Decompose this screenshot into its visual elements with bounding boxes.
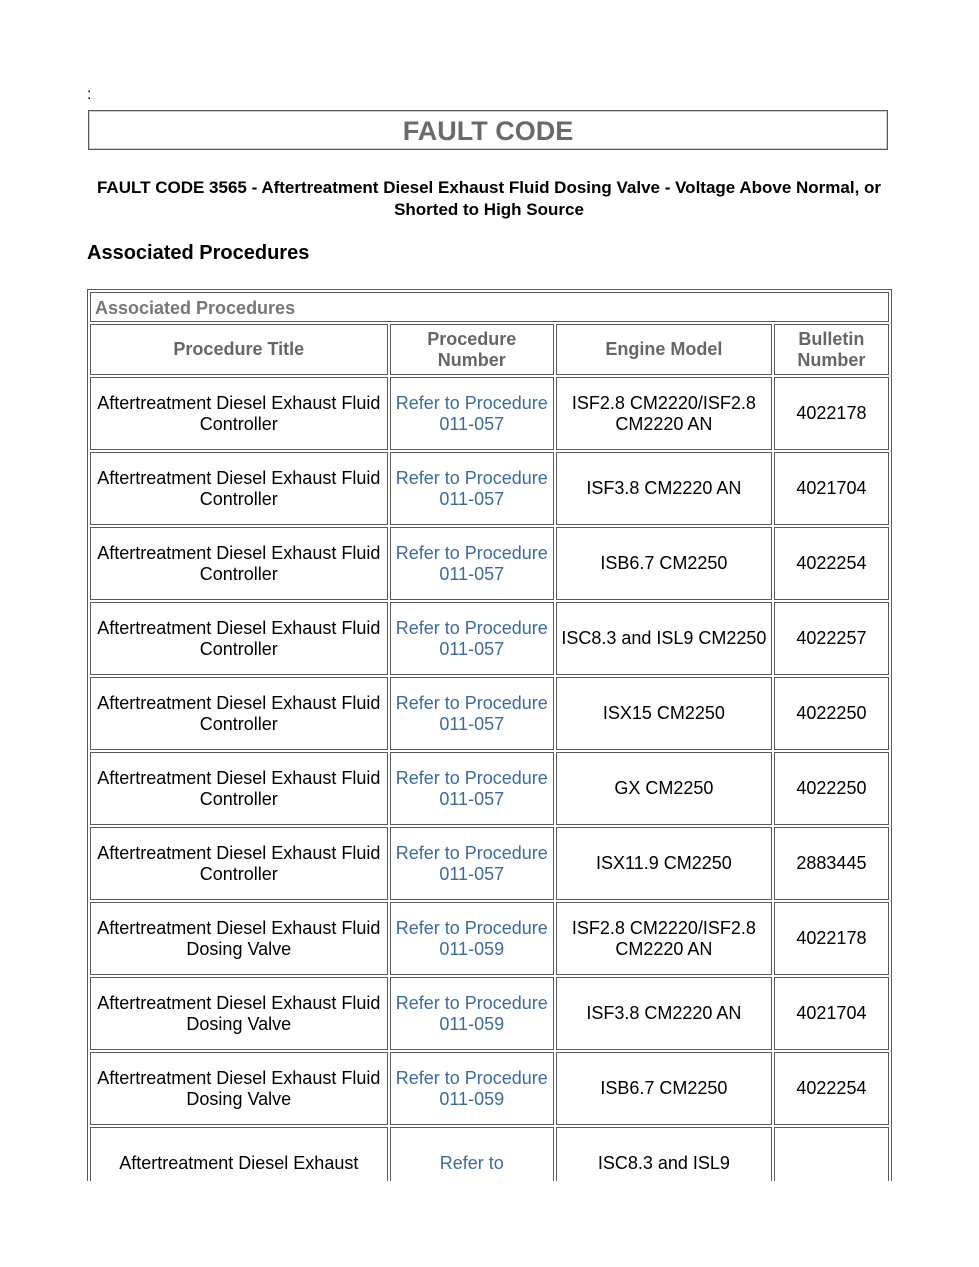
- cell-procedure-link[interactable]: Refer to Procedure 011-059: [390, 1052, 554, 1125]
- cell-bulletin-number: 4022254: [774, 527, 889, 600]
- cell-bulletin-number: 4022257: [774, 602, 889, 675]
- fault-code-heading: FAULT CODE 3565 - Aftertreatment Diesel Exhaust Fluid Dosing Valve - Voltage Above Normal, or Shorted to High Source: [96, 178, 882, 219]
- table-row: [90, 527, 889, 600]
- header-procedure-number: Procedure Number: [390, 324, 554, 375]
- table-header-row: [90, 324, 889, 375]
- cell-engine-model: ISX15 CM2250: [556, 677, 772, 750]
- cell-procedure-title: Aftertreatment Diesel Exhaust Fluid Dosing Valve: [90, 977, 388, 1050]
- page-title: FAULT CODE: [88, 110, 888, 150]
- cell-procedure-title: Aftertreatment Diesel Exhaust Fluid Controller: [90, 377, 388, 450]
- cell-procedure-link[interactable]: Refer to: [390, 1127, 554, 1181]
- cell-engine-model: ISC8.3 and ISL9: [556, 1127, 772, 1181]
- table-row: [90, 977, 889, 1050]
- cell-procedure-link[interactable]: Refer to Procedure 011-057: [390, 602, 554, 675]
- cell-procedure-title: Aftertreatment Diesel Exhaust: [90, 1127, 388, 1181]
- table-row: [90, 1127, 889, 1181]
- page-colon: :: [87, 86, 92, 103]
- table-row: [90, 1052, 889, 1125]
- cell-bulletin-number: 4022254: [774, 1052, 889, 1125]
- cell-engine-model: GX CM2250: [556, 752, 772, 825]
- cell-procedure-title: Aftertreatment Diesel Exhaust Fluid Controller: [90, 602, 388, 675]
- cell-bulletin-number: 4022178: [774, 377, 889, 450]
- section-heading: Associated Procedures: [87, 242, 310, 264]
- cell-procedure-title: Aftertreatment Diesel Exhaust Fluid Dosing Valve: [90, 1052, 388, 1125]
- cell-engine-model: ISF2.8 CM2220/ISF2.8 CM2220 AN: [556, 377, 772, 450]
- table-row: [90, 377, 889, 450]
- table-row: [90, 752, 889, 825]
- associated-procedures-table: [87, 289, 892, 1181]
- cell-engine-model: ISC8.3 and ISL9 CM2250: [556, 602, 772, 675]
- cell-bulletin-number: 4022250: [774, 677, 889, 750]
- cell-procedure-title: Aftertreatment Diesel Exhaust Fluid Controller: [90, 827, 388, 900]
- cell-engine-model: ISB6.7 CM2250: [556, 1052, 772, 1125]
- cell-bulletin-number: 4022250: [774, 752, 889, 825]
- header-procedure-title: Procedure Title: [90, 324, 388, 375]
- table-caption-row: [90, 292, 889, 322]
- table-row: [90, 452, 889, 525]
- cell-bulletin-number: 2883445: [774, 827, 889, 900]
- table-row: [90, 827, 889, 900]
- cell-procedure-link[interactable]: Refer to Procedure 011-057: [390, 452, 554, 525]
- cell-procedure-link[interactable]: Refer to Procedure 011-057: [390, 527, 554, 600]
- cell-bulletin-number: 4021704: [774, 977, 889, 1050]
- cell-procedure-title: Aftertreatment Diesel Exhaust Fluid Controller: [90, 452, 388, 525]
- cell-bulletin-number: 4021704: [774, 452, 889, 525]
- cell-engine-model: ISF3.8 CM2220 AN: [556, 452, 772, 525]
- cell-procedure-title: Aftertreatment Diesel Exhaust Fluid Dosing Valve: [90, 902, 388, 975]
- cell-procedure-title: Aftertreatment Diesel Exhaust Fluid Controller: [90, 677, 388, 750]
- cell-procedure-link[interactable]: Refer to Procedure 011-057: [390, 377, 554, 450]
- cell-bulletin-number: [774, 1127, 889, 1181]
- cell-engine-model: ISF3.8 CM2220 AN: [556, 977, 772, 1050]
- cell-engine-model: ISF2.8 CM2220/ISF2.8 CM2220 AN: [556, 902, 772, 975]
- cell-procedure-title: Aftertreatment Diesel Exhaust Fluid Controller: [90, 752, 388, 825]
- header-bulletin-number: Bulletin Number: [774, 324, 889, 375]
- table-caption: Associated Procedures: [90, 292, 889, 322]
- table-row: [90, 602, 889, 675]
- cell-engine-model: ISB6.7 CM2250: [556, 527, 772, 600]
- header-engine-model: Engine Model: [556, 324, 772, 375]
- cell-bulletin-number: 4022178: [774, 902, 889, 975]
- procedures-table-container: [87, 289, 892, 1181]
- cell-procedure-title: Aftertreatment Diesel Exhaust Fluid Controller: [90, 527, 388, 600]
- cell-procedure-link[interactable]: Refer to Procedure 011-057: [390, 827, 554, 900]
- cell-procedure-link[interactable]: Refer to Procedure 011-057: [390, 677, 554, 750]
- cell-procedure-link[interactable]: Refer to Procedure 011-057: [390, 752, 554, 825]
- table-row: [90, 677, 889, 750]
- cell-engine-model: ISX11.9 CM2250: [556, 827, 772, 900]
- table-row: [90, 902, 889, 975]
- cell-procedure-link[interactable]: Refer to Procedure 011-059: [390, 977, 554, 1050]
- cell-procedure-link[interactable]: Refer to Procedure 011-059: [390, 902, 554, 975]
